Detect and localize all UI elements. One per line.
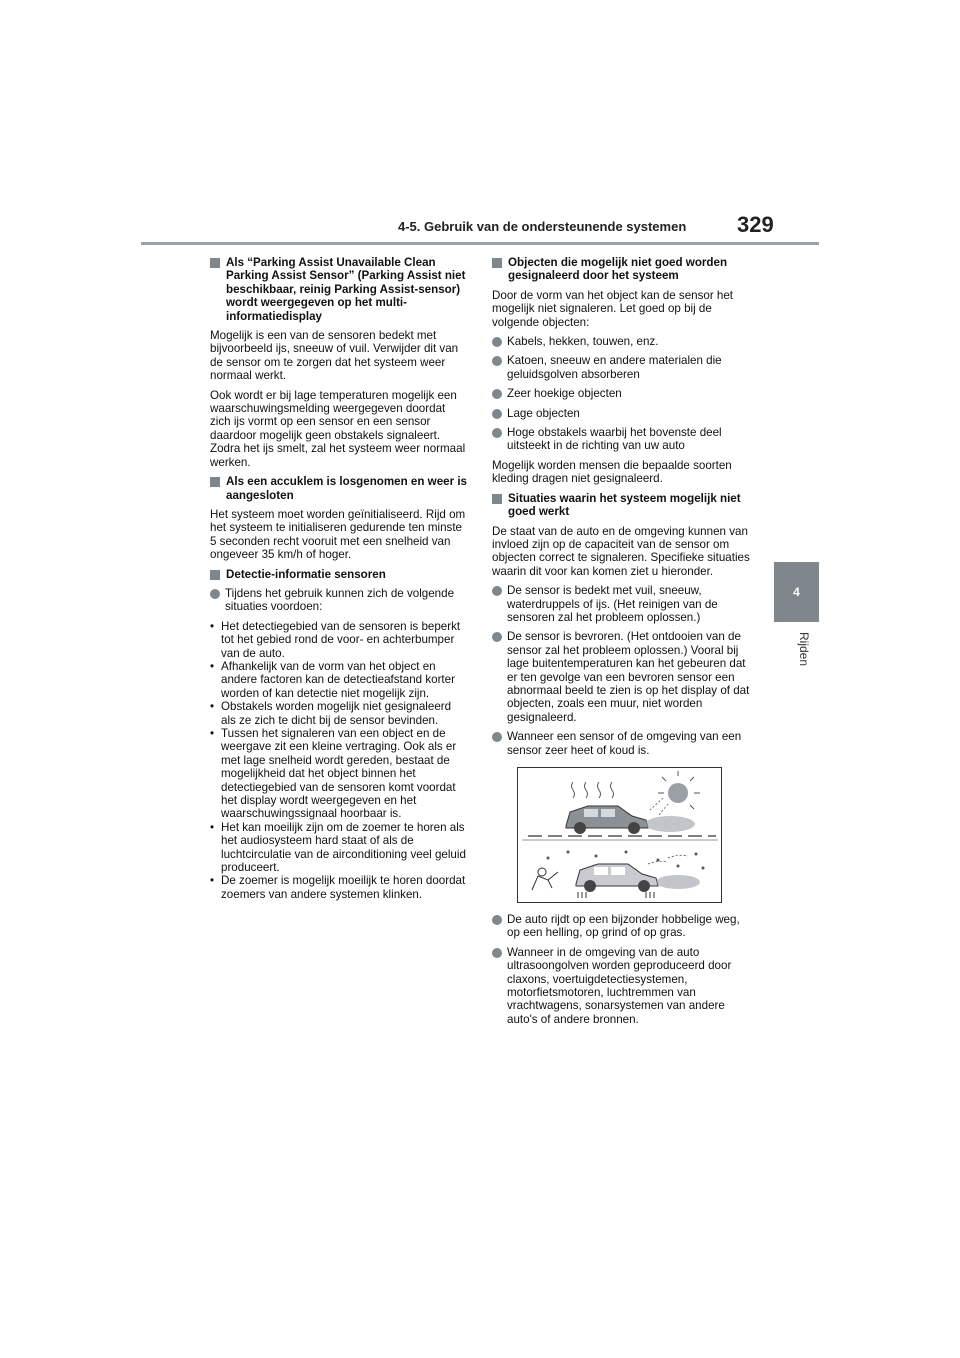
round-bullet-icon	[492, 732, 502, 742]
section-heading	[210, 568, 468, 581]
paragraph: Ook wordt er bij lage temperaturen mogelijk een waarschuwingsmelding weergegeven doordat zich ijs vormt op een sensor en een sensor daardoor mogelijk geen obstakels signaleert. Zodra het ijs smelt, zal het systeem weer normaal werken.	[210, 388, 466, 469]
list-item	[492, 730, 750, 757]
square-bullet-icon	[492, 494, 502, 504]
car-icon	[576, 864, 658, 892]
list-item-text: Zeer hoekige objecten	[507, 387, 622, 401]
car-icon	[566, 806, 648, 834]
list-item	[492, 426, 750, 453]
list-item-text: Lage objecten	[507, 406, 580, 420]
sub-list-item: • Afhankelijk van de vorm van het object en andere factoren kan de detectieafstand korter worden of kan detectie niet mogelijk zijn.	[210, 660, 468, 700]
list-item-text: De sensor is bedekt met vuil, sneeuw, waterdruppels of ijs. (Het reinigen van de sensoren zal het probleem oplossen.)	[507, 584, 718, 624]
round-bullet-icon	[492, 409, 502, 419]
round-bullet-icon	[492, 586, 502, 596]
list-item-text: Kabels, hekken, touwen, enz.	[507, 335, 659, 349]
sun-icon	[668, 783, 688, 803]
sub-list-item: • De zoemer is mogelijk moeilijk te horen doordat zoemers van andere systemen klinken.	[210, 874, 468, 901]
heading-text: Situaties waarin het systeem mogelijk niet goed werkt	[508, 491, 741, 519]
sub-list	[210, 620, 468, 902]
hot-cold-sensor-illustration	[517, 767, 722, 903]
right-column	[492, 256, 750, 1032]
list-item-text: Hoge obstakels waarbij het bovenste deel uitsteekt in de richting van uw auto	[507, 426, 722, 453]
list-item-text: De auto rijdt op een bijzonder hobbelige weg, op een helling, op grind of op gras.	[507, 913, 740, 940]
heading-text: Als “Parking Assist Unavailable Clean Parking Assist Sensor” (Parking Assist niet beschikbaar, reinig Parking Assist-sensor) wordt weergegeven op het multi-informatiedisplay	[226, 256, 466, 323]
left-column	[210, 256, 468, 907]
list-item	[492, 630, 750, 724]
sub-list-item: • Obstakels worden mogelijk niet gesignaleerd als ze zich te dicht bij de sensor bevinden.	[210, 700, 468, 727]
section-heading	[210, 256, 468, 323]
round-bullet-icon	[492, 915, 502, 925]
heading-text: Detectie-informatie sensoren	[226, 567, 386, 581]
round-bullet-icon	[492, 948, 502, 958]
section-heading	[210, 475, 468, 502]
section-header-title: 4-5. Gebruik van de ondersteunende systemen	[398, 219, 687, 234]
heading-text: Objecten die mogelijk niet goed worden gesignaleerd door het systeem	[508, 256, 728, 283]
list-item-text: Wanneer in de omgeving van de auto ultrasoongolven worden geproduceerd door claxons, voertuigdetectiesystemen, motorfietsmotoren, luchtremmen van vrachtwagens, sonarsystemen van andere auto's of andere bronnen.	[507, 945, 732, 1026]
sub-list-item: • Het detectiegebied van de sensoren is beperkt tot het gebied rond de voor- en achterbumper van de auto.	[210, 620, 468, 660]
paragraph: Mogelijk worden mensen die bepaalde soorten kleding dragen niet gesignaleerd.	[492, 458, 732, 486]
cold-icon	[578, 892, 654, 898]
round-bullet-icon	[492, 337, 502, 347]
list-item	[210, 587, 468, 614]
round-bullet-icon	[492, 632, 502, 642]
illustration-graphic	[518, 768, 722, 903]
list-item	[492, 407, 750, 420]
page-number: 329	[737, 212, 774, 237]
list-item	[492, 387, 750, 400]
list-item	[492, 946, 750, 1026]
round-bullet-icon	[492, 356, 502, 366]
list-item-text: Katoen, sneeuw en andere materialen die geluidsgolven absorberen	[507, 354, 722, 381]
list-item	[492, 913, 750, 940]
paragraph: Het systeem moet worden geïnitialiseerd. Rijd om het systeem te initialiseren gedurende ten minste 5 seconden recht vooruit met een snelheid van ongeveer 35 km/h of hoger.	[210, 507, 466, 562]
square-bullet-icon	[210, 258, 220, 268]
section-heading	[492, 492, 750, 519]
paragraph: Door de vorm van het object kan de sensor het mogelijk niet signaleren. Let goed op bij de volgende objecten:	[492, 288, 734, 329]
heat-waves-icon	[572, 782, 614, 798]
list-item-text: De sensor is bevroren. (Het ontdooien van de sensor zal het probleem oplossen.) Vooral bij lage buitentemperaturen kan het gebeuren dat er ten gevolge van een bevroren sensor een abnormaal beeld te zien is op het display of dat objecten, zoals een muur, niet worden gesignaleerd.	[507, 630, 750, 724]
heading-text: Als een accuklem is losgenomen en weer is aangesloten	[226, 475, 467, 502]
square-bullet-icon	[210, 570, 220, 580]
square-bullet-icon	[210, 477, 220, 487]
list-item-text: Wanneer een sensor of de omgeving van een sensor zeer heet of koud is.	[507, 730, 742, 757]
square-bullet-icon	[492, 258, 502, 268]
section-heading	[492, 256, 750, 283]
round-bullet-icon	[492, 389, 502, 399]
person-icon	[532, 868, 558, 890]
list-item	[492, 584, 750, 624]
paragraph: Mogelijk is een van de sensoren bedekt met bijvoorbeeld ijs, sneeuw of vuil. Verwijder dit van de sensor om te zorgen dat het systeem weer normaal werkt.	[210, 329, 459, 383]
list-item-text: Tijdens het gebruik kunnen zich de volgende situaties voordoen:	[225, 586, 455, 614]
paragraph: De staat van de auto en de omgeving kunnen van invloed zijn op de capaciteit van de sensor om objecten correct te signaleren. Specifieke situaties waarin dit voor kan komen ziet u hieronder.	[492, 524, 750, 578]
chapter-label: Rijden	[797, 632, 811, 667]
chapter-tab: 4	[774, 562, 819, 622]
sub-list-item: • Tussen het signaleren van een object en de weergave zit een kleine vertraging. Ook als er met lage snelheid wordt gereden, bestaat de mogelijkheid dat het object binnen het detectiegebied van de sensoren komt voordat het display wordt weergegeven en het waarschuwingssignaal hoorbaar is.	[210, 727, 468, 821]
round-bullet-icon	[492, 428, 502, 438]
list-item	[492, 354, 750, 381]
sub-list-item: • Het kan moeilijk zijn om de zoemer te horen als het audiosysteem hard staat of als de luchtcirculatie van de airconditioning veel geluid produceert.	[210, 821, 468, 875]
list-item	[492, 335, 750, 348]
header-divider	[141, 242, 819, 245]
round-bullet-icon	[210, 589, 220, 599]
